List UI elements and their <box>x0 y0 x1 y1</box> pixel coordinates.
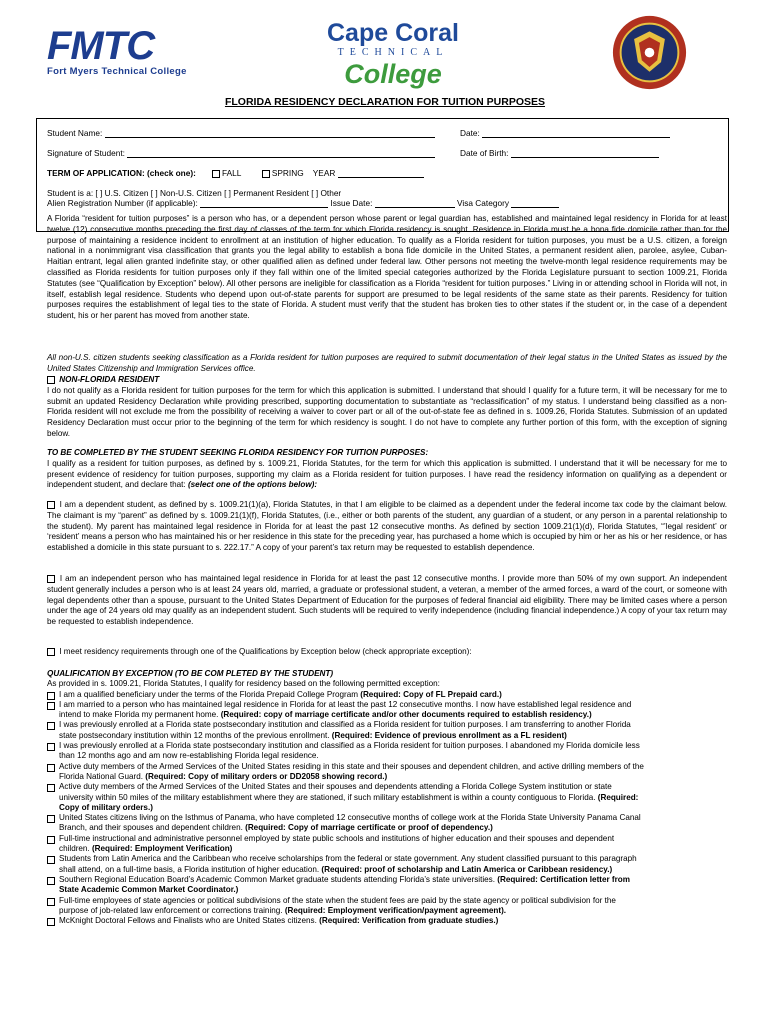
independent-text: I am an independent person who has maintained legal residence in Florida for at least the past 12 consecutive months. I provide more than 50% of my own support. An independent student generally includes a person who is at least 24 years old, married, a graduate or professional student, a veteran, a member of the armed forces, a ward of the court, or someone with legal dependents other than a spouse, pursuant to the United States Department of Education for the purposes of federal financial aid eligibility. There may be limited cases where a person under the age of 24 years old may qualify as an independent student. Such students will be required to verify independence (including financial independence.) A copy of your tax return may be requested to establish independence. <box>47 574 727 627</box>
date-field[interactable] <box>482 129 670 138</box>
exception-item-text: Students from Latin America and the Caribbean who receive scholarships from the federal or state government. Any student classified pursuant to this paragraph shall attend, on a full-time basis, a Florida institution of higher education. <box>59 854 637 874</box>
ccc-line2: TECHNICAL <box>337 47 449 58</box>
visa-category-label: Visa Category <box>457 198 509 208</box>
date-label: Date: <box>460 128 480 138</box>
exception-item-checkbox[interactable] <box>47 877 55 885</box>
exception-item-checkbox[interactable] <box>47 856 55 864</box>
complete-section <box>47 448 727 491</box>
public-service-academy-seal <box>611 14 688 91</box>
alien-label: Alien Registration Number (if applicable): <box>47 198 198 208</box>
exception-item-checkbox[interactable] <box>47 918 55 926</box>
exception-item <box>47 875 647 896</box>
exception-item-text: Southern Regional Education Board’s Academic Common Market graduate students attending Florida’s state universities. <box>59 874 498 884</box>
dependent-text: I am a dependent student, as defined by s. 1009.21(1)(a), Florida Statutes, in that I am eligible to be claimed as a dependent under the federal income tax code by the claimant below. The claimant is my “parent” as defined by s. 1009.21(1)(f), Florida Statutes, (i.e., either or both parents of the student, any guardian of a student, or any person in a parental relationship to the student). My parent has maintained legal residence in Florida for at least the past 12 consecutive months. As defined by section 1009.21(1)(d), Florida Statutes, “’legal resident’ or ‘resident’ means a person who has maintained his or her residence in this state for the preceding year, has purchased a home which is occupied by him or her as his or her residence, or has established a domicile in this state pursuant to s. 222.17.” A copy of your parent’s tax return may be requested to establish dependence. <box>47 500 727 553</box>
student-name-field[interactable] <box>105 129 435 138</box>
signature-field[interactable] <box>127 149 435 158</box>
exception-option <box>47 647 727 658</box>
dependent-checkbox[interactable] <box>47 501 55 509</box>
term-row <box>47 168 424 178</box>
exception-item <box>47 690 647 700</box>
fall-label: FALL <box>222 168 242 178</box>
complete-select: (select one of the options below): <box>187 480 318 490</box>
term-label: TERM OF APPLICATION: (check one): <box>47 168 196 178</box>
non-florida-section <box>47 375 727 440</box>
exception-item-requirement: (Required: Copy of military orders or DD2058 showing record.) <box>145 771 388 781</box>
exception-item <box>47 720 647 741</box>
signature-row <box>47 148 435 158</box>
exception-item-checkbox[interactable] <box>47 815 55 823</box>
exception-item-text: Active duty members of the Armed Services of the United States and their spouses and dependents attending a Florida College System institution or state university within 50 miles of the military establishment where they are stationed, if such military establishment is within a county contiguous to Florida. <box>59 782 612 802</box>
exception-checkbox[interactable] <box>47 648 55 656</box>
exception-item-checkbox[interactable] <box>47 836 55 844</box>
non-florida-checkbox[interactable] <box>47 376 55 384</box>
complete-text: I qualify as a resident for tuition purposes, as defined by s. 1009.21, Florida Statutes, for the term for which this application is submitted. I understand that it will be necessary for me to present evidence of residency for tuition purposes, supporting my claim as a Florida resident for tuition purposes. I have read the residency information on qualifying as a dependent or independent student, and declare that: <box>47 458 727 490</box>
exception-item-requirement: (Required: Certification letter from State Academic Common Market Coordinator.) <box>59 874 630 895</box>
ccc-line3: College <box>344 59 442 89</box>
fmtc-mark: FMTC <box>47 24 155 68</box>
student-name-row <box>47 128 435 138</box>
exception-item-text: I am married to a person who has maintained legal residence in Florida for at least the past 12 consecutive months. I now have established legal residence and intend to make Florida my permanent home. <box>59 699 632 720</box>
exception-item-checkbox[interactable] <box>47 722 55 730</box>
exception-item <box>47 896 647 917</box>
year-label: YEAR <box>312 168 336 178</box>
exception-item-text: Full-time instructional and administrative personnel employed by state public schools and institutions of higher education and their spouses and dependent children. <box>59 833 615 854</box>
exception-item-checkbox[interactable] <box>47 898 55 906</box>
exception-item-requirement: (Required: Copy of marriage certificate or proof of dependency.) <box>245 823 493 833</box>
student-status-row[interactable]: Student is a: [ ] U.S. Citizen [ ] Non-U.S. Citizen [ ] Permanent Resident [ ] Other <box>47 188 342 198</box>
exception-item-requirement: (Required: Copy of FL Prepaid card.) <box>360 689 502 699</box>
exception-item-text: Full-time employees of state agencies or political subdivisions of the state when the student fees are paid by the state agency or political subdivision for the purpose of job-related law enforcement or corrections training. <box>59 895 616 915</box>
intro-paragraph: A Florida “resident for tuition purposes” is a person who has, or a dependent person whose parent or legal guardian has, established and maintained legal residency in Florida for at least twelve (12) consecutive months preceding the first day of classes of the term for which Florida residency is sought. Residence in Florida must be a bona fide domicile rather than for the purpose of maintaining a residence incident to enrollment at an institution of higher education. To qualify as a Florida resident for tuition purposes, you must be a U.S. citizen, a foreign national in a nonimmigrant visa classification that grants you the legal ability to establish a bona fide domicile in the United States, a permanent resident alien, parolee, asylee, Cuban-Haitian entrant, legal alien granted indefinite stay, or other qualified alien as defined under federal law. Other persons not meeting the twelve-month legal residence requirements may be classified as Florida residents for tuition purposes only if they fall within one of the limited special categories authorized by the Florida Legislature pursuant to section 1009.21, Florida Statutes (see “Qualification by Exception” below). All other persons are ineligible for classification as a Florida “resident for tuition purposes.” Living in or attending school in Florida will not, in itself, establish legal residence. Students who depend upon out-of-state parents for support are presumed to be legal residents of the same state as their parents. Residency for tuition purposes requires the establishment of legal ties to the state of Florida. A student must verify that the student has broken ties to other states if the student or, in the case of a dependent student, his or her parent has moved from another state. <box>47 214 727 321</box>
fall-checkbox[interactable] <box>212 170 220 178</box>
issue-date-field[interactable] <box>375 199 455 208</box>
independent-option <box>47 574 727 628</box>
exception-item-requirement: (Required: Employment verification/payment agreement). <box>284 905 507 915</box>
qualification-list <box>47 669 647 926</box>
fmtc-logo <box>47 26 187 77</box>
dependent-option <box>47 500 727 554</box>
qualification-heading: QUALIFICATION BY EXCEPTION (TO BE COM PLETED BY THE STUDENT) <box>47 669 334 678</box>
exception-item <box>47 741 647 762</box>
exception-item-requirement: (Required: proof of scholarship and Latin America or Caribbean residency.) <box>321 864 613 874</box>
exception-item-text: Active duty members of the Armed Services of the United States residing in this state and their spouses and dependent children, and active drilling members of the Florida National Guard. <box>59 761 644 781</box>
exception-text: I meet residency requirements through one of the Qualifications by Exception below (check appropriate exception): <box>59 647 472 656</box>
header-logos <box>0 0 770 92</box>
fmtc-name: Fort Myers Technical College <box>47 66 187 77</box>
exception-item-requirement: (Required: Verification from graduate studies.) <box>319 916 499 926</box>
exception-item <box>47 916 647 926</box>
alien-number-field[interactable] <box>200 199 328 208</box>
exception-item-requirement: (Required: Evidence of previous enrollment as a FL resident) <box>331 730 567 740</box>
non-florida-text: I do not qualify as a Florida resident for tuition purposes for the term for which this application is submitted. I understand that should I qualify for a future term, it will be necessary for me to submit an updated Residency Declaration while providing prescribed, supporting documentation to substantiate as “reclassification” of my status. I understand being classified as a non-Florida resident will not exclude me from the possibility of receiving a waiver to cover part or all of the out-of-state fee as defined in s. 1009.26, Florida Statutes. Submission of an updated Residency Declaration must occur prior to the beginning of the term for which residency is sought. I do not have to complete any further portion of this form, with the exception of signing below. <box>47 385 727 438</box>
exception-item-requirement: (Required: copy of marriage certificate and/or other documents required to establish residency.) <box>220 710 592 720</box>
visa-category-field[interactable] <box>511 199 559 208</box>
exception-item-checkbox[interactable] <box>47 692 55 700</box>
ccc-line1: Cape Coral <box>327 19 459 47</box>
exception-item-requirement: (Required: Copy of military orders.) <box>59 792 639 812</box>
non-us-note: All non-U.S. citizen students seeking classification as a Florida resident for tuition purposes are required to submit documentation of their legal status in the United States as issued by the United States Citizenship and Immigration Services office. <box>47 353 727 373</box>
dob-label: Date of Birth: <box>460 148 509 158</box>
alien-row <box>47 198 559 208</box>
ccc-logo <box>320 20 466 88</box>
exception-item-requirement: (Required: Employment Verification) <box>91 844 233 854</box>
exception-item <box>47 854 647 875</box>
dob-field[interactable] <box>511 149 659 158</box>
exception-item <box>47 700 647 721</box>
dob-row <box>460 148 659 158</box>
spring-label: SPRING <box>271 168 304 178</box>
page-title: FLORIDA RESIDENCY DECLARATION FOR TUITION PURPOSES <box>224 96 546 108</box>
non-florida-heading: NON-FLORIDA RESIDENT <box>59 375 160 384</box>
exception-item-text: I am a qualified beneficiary under the terms of the Florida Prepaid College Program <box>59 689 361 699</box>
spring-checkbox[interactable] <box>262 170 270 178</box>
date-row <box>460 128 670 138</box>
exception-item-text: I was previously enrolled at a Florida state postsecondary institution and classified as a Florida resident for tuition purposes. I abandoned my Florida domicile less than 12 months ago and am now re-establishing Florida legal residence. <box>59 741 640 761</box>
exception-item-checkbox[interactable] <box>47 764 55 772</box>
exception-item <box>47 782 647 813</box>
year-field[interactable] <box>338 169 424 178</box>
independent-checkbox[interactable] <box>47 575 55 583</box>
exception-item <box>47 762 647 783</box>
issue-date-label: Issue Date: <box>330 198 373 208</box>
exception-item-checkbox[interactable] <box>47 702 55 710</box>
exception-item-text: McKnight Doctoral Fellows and Finalists who are United States citizens. <box>59 916 320 926</box>
exception-item-checkbox[interactable] <box>47 743 55 751</box>
student-name-label: Student Name: <box>47 128 103 138</box>
complete-heading: TO BE COMPLETED BY THE STUDENT SEEKING FLORIDA RESIDENCY FOR TUITION PURPOSES: <box>47 448 429 457</box>
exception-item-text: United States citizens living on the Isthmus of Panama, who have completed 12 consecutive months of college work at the Florida State University Panama Canal Branch, and their spouses and dependent children. <box>59 813 641 833</box>
exception-item-checkbox[interactable] <box>47 784 55 792</box>
signature-label: Signature of Student: <box>47 148 125 158</box>
exception-item-text: I was previously enrolled at a Florida state postsecondary institution and classified as a Florida resident for tuition purposes. I am transferring to another Florida state postsecondary institution within 12 months of the previous enrollment. <box>59 720 631 740</box>
exception-item <box>47 813 647 834</box>
qualification-intro: As provided in s. 1009.21, Florida Statutes, I qualify for residency based on the following permitted exception: <box>47 679 440 689</box>
exception-item <box>47 834 647 855</box>
